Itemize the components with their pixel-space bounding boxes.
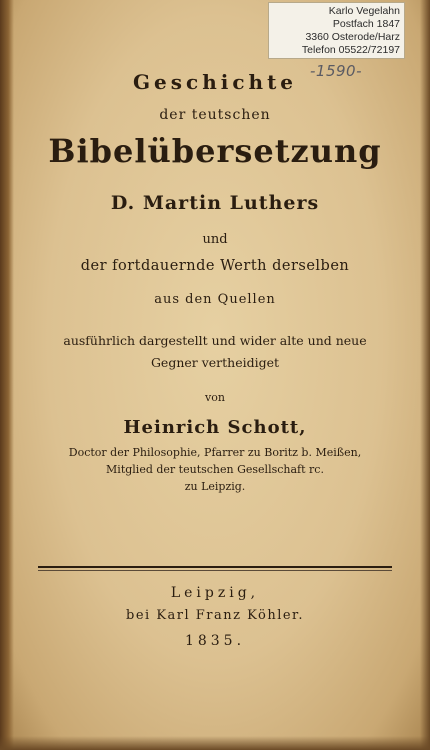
title-line-6: der fortdauernde Werth derselben	[80, 258, 350, 274]
author-description-1: Doctor der Philosophie, Pfarrer zu Boritz b. Meißen,	[68, 446, 362, 459]
bookseller-stamp	[268, 2, 405, 59]
imprint-publisher: bei Karl Franz Köhler.	[126, 608, 304, 623]
title-line-7: aus den Quellen	[154, 292, 276, 307]
title-line-9: Gegner vertheidiget	[150, 355, 280, 370]
title-line-5: und	[202, 232, 228, 247]
author-name: Heinrich Schott,	[123, 417, 307, 438]
main-title: Bibelübersetzung	[48, 132, 382, 170]
title-line-von: von	[205, 391, 225, 404]
author-description-3: zu Leipzig.	[184, 480, 246, 493]
title-line-2: der teutschen	[159, 107, 271, 123]
title-line-4: D. Martin Luthers	[110, 192, 320, 214]
stamp-line-1: Karlo Vegelahn	[328, 5, 400, 17]
stamp-line-2: Postfach 1847	[332, 18, 400, 30]
pencil-annotation: -1590-	[310, 62, 362, 80]
page-edge-bottom	[0, 736, 430, 750]
divider-rule	[38, 566, 392, 568]
title-line-8: ausführlich dargestellt und wider alte und neue	[63, 333, 367, 348]
divider-rule-thin	[38, 570, 392, 571]
stamp-line-3: 3360 Osterode/Harz	[305, 31, 400, 43]
author-description-2: Mitglied der teutschen Gesellschaft rc.	[106, 463, 324, 476]
title-line-1: Geschichte	[132, 70, 298, 94]
imprint-year: 1835.	[184, 633, 246, 649]
stamp-line-4: Telefon 05522/72197	[301, 44, 400, 56]
imprint-city: Leipzig,	[170, 585, 260, 601]
